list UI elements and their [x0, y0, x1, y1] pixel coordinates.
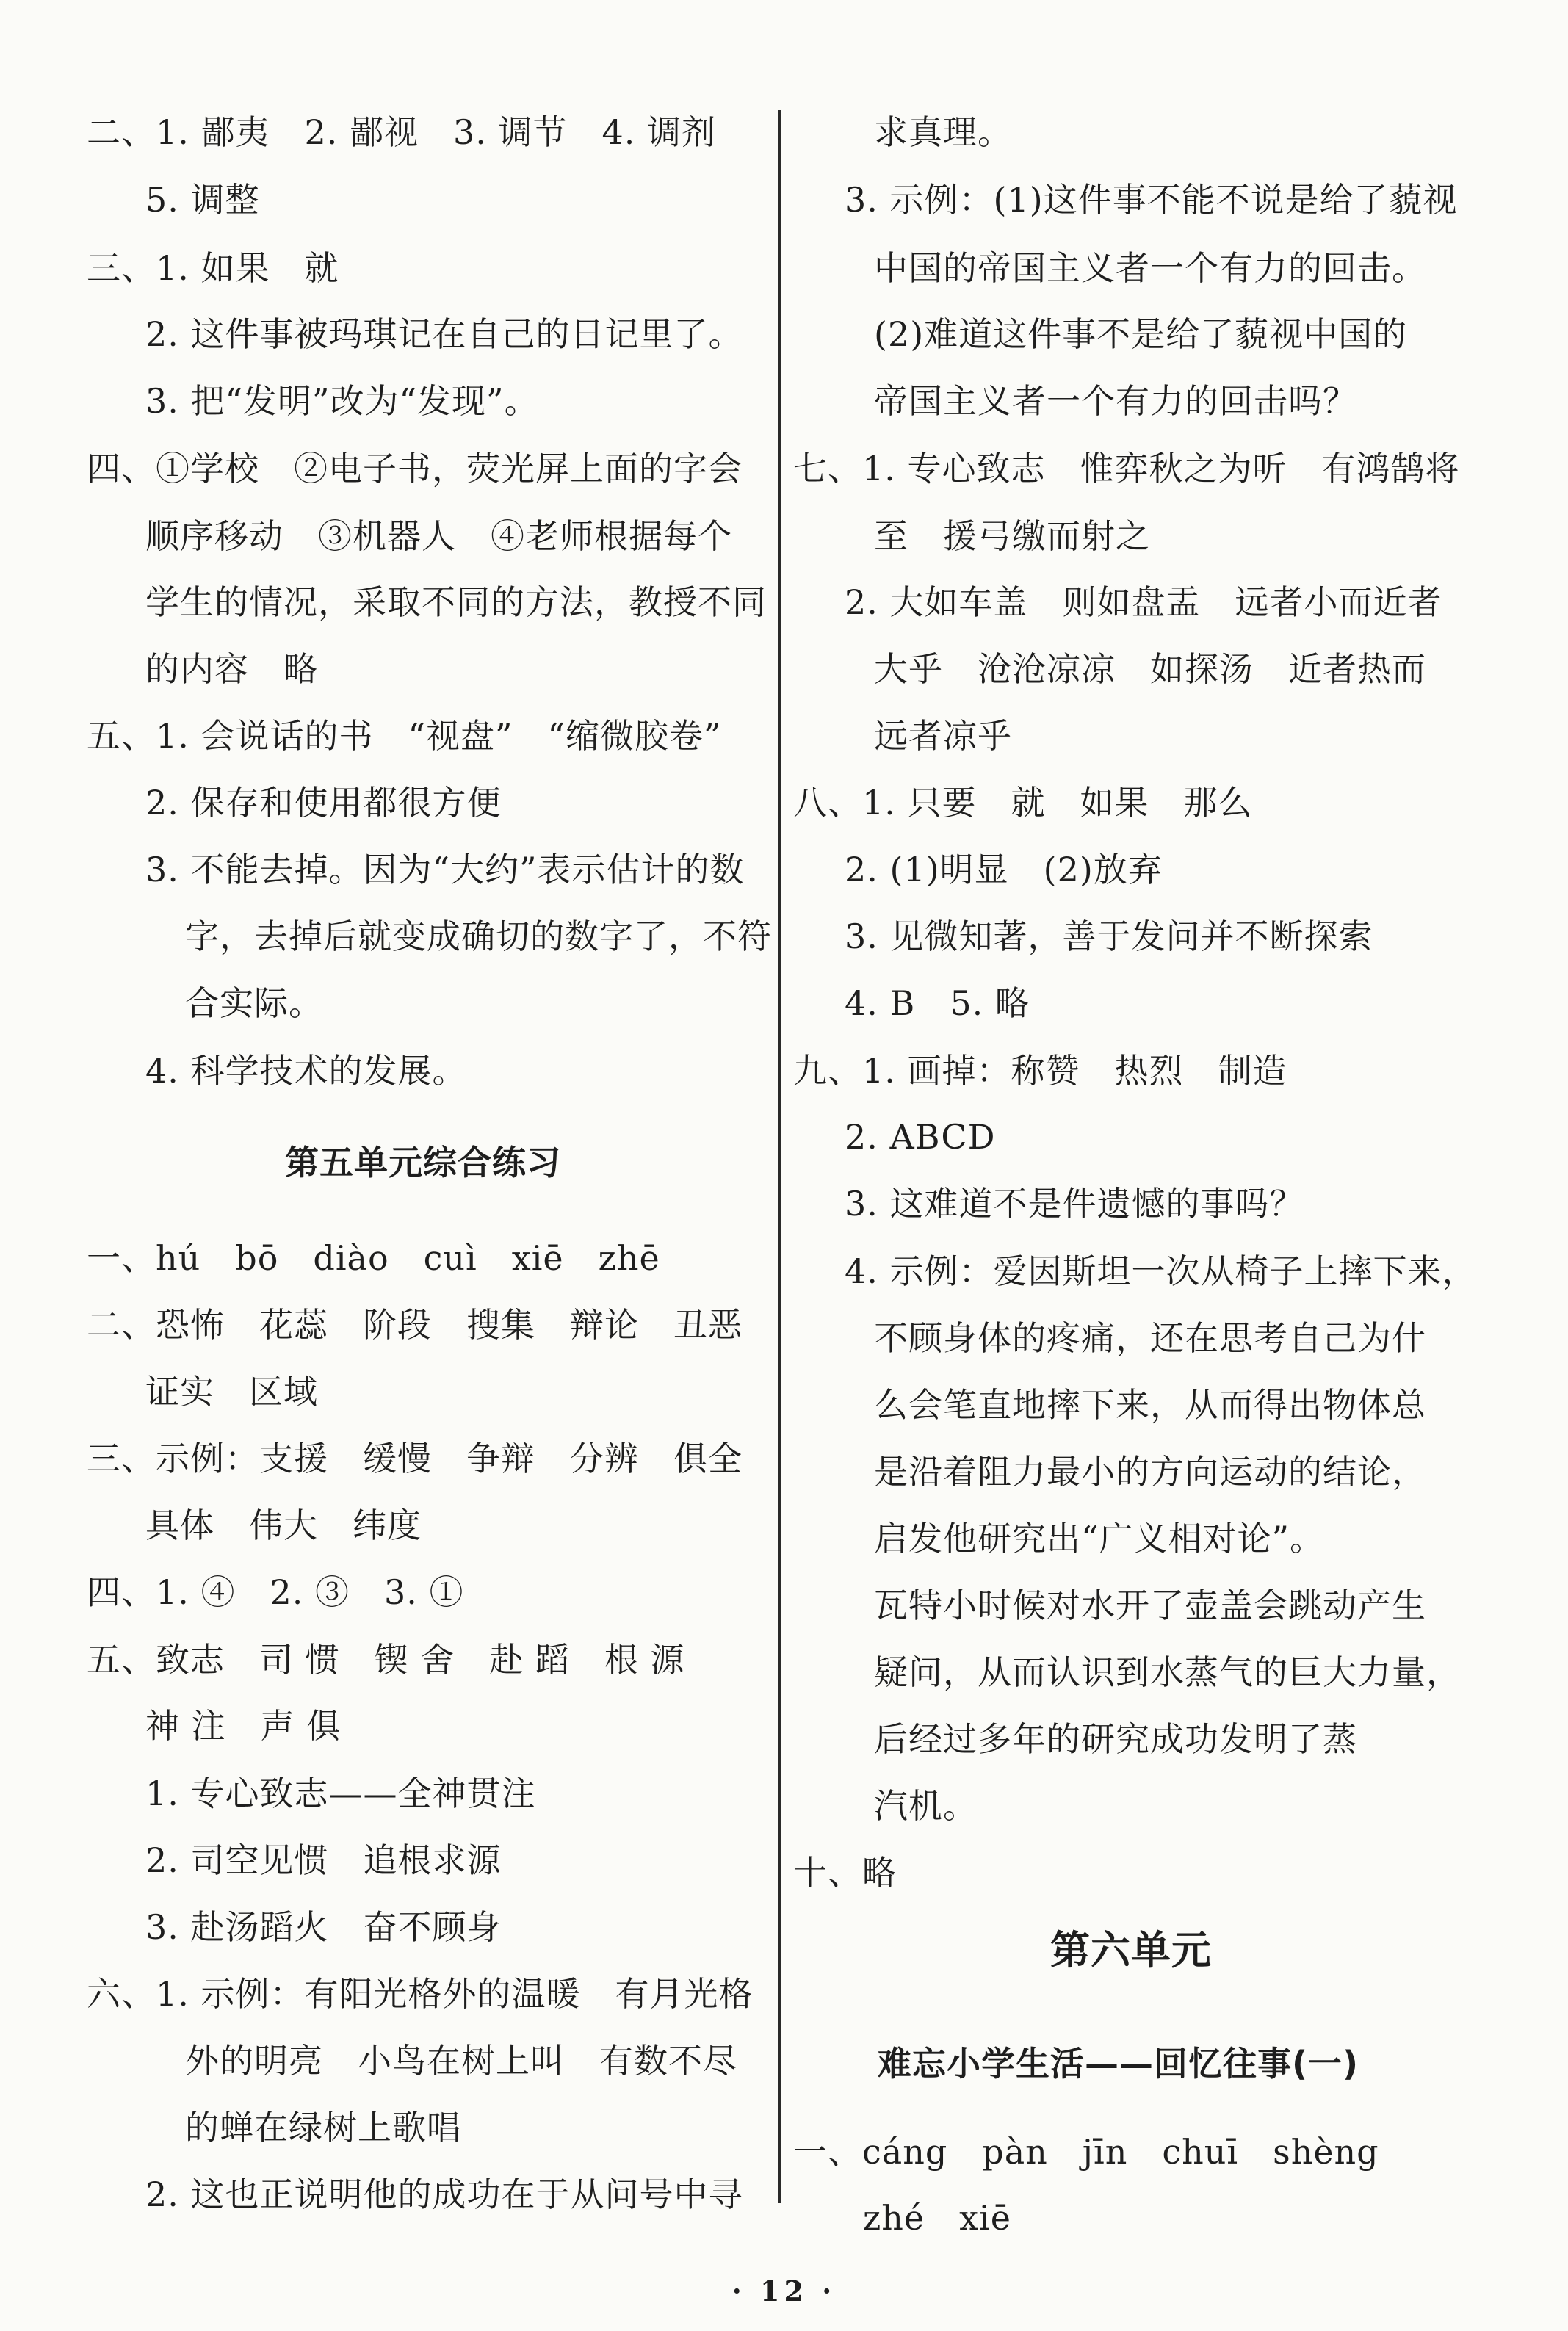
- answer-line: 外的明亮 小鸟在树上叫 有数不尽: [185, 2041, 737, 2081]
- answer-line: 学生的情况，采取不同的方法，教授不同: [145, 582, 767, 622]
- answer-line: 二、恐怖 花蕊 阶段 搜集 辩论 丑恶: [87, 1305, 743, 1345]
- answer-line: 远者凉乎: [874, 716, 1012, 756]
- answer-line: 四、①学校 ②电子书，荧光屏上面的字会: [87, 449, 743, 488]
- answer-line: 三、示例：支援 缓慢 争辩 分辨 俱全: [87, 1439, 743, 1478]
- answer-line: 2. 司空见惯 追根求源: [145, 1840, 502, 1880]
- answer-line: 不顾身体的疼痛，还在思考自己为什: [874, 1318, 1426, 1358]
- answer-line: 3. 把“发明”改为“发现”。: [145, 381, 539, 421]
- answer-line: 具体 伟大 纬度: [145, 1506, 422, 1545]
- answer-line: 3. 见微知著，善于发问并不断探索: [845, 917, 1373, 956]
- answer-line: 大乎 沧沧凉凉 如探汤 近者热而: [874, 649, 1426, 689]
- answer-line: 2. ABCD: [845, 1117, 996, 1157]
- answer-line: 证实 区域: [145, 1372, 318, 1412]
- answer-line: 中国的帝国主义者一个有力的回击。: [874, 248, 1426, 288]
- answer-line: 九、1. 画掉：称赞 热烈 制造: [793, 1051, 1287, 1091]
- answer-line: 瓦特小时候对水开了壶盖会跳动产生: [874, 1586, 1426, 1625]
- answer-line: 五、致志 司 惯 锲 舍 赴 蹈 根 源: [87, 1640, 685, 1680]
- answer-line: 是沿着阻力最小的方向运动的结论，: [874, 1452, 1426, 1492]
- answer-line: 求真理。: [874, 112, 1012, 152]
- answer-line: 3. 不能去掉。因为“大约”表示估计的数: [145, 850, 745, 889]
- answer-line: 2. (1)明显 (2)放弃: [845, 850, 1163, 889]
- answer-line: 至 援弓缴而射之: [874, 516, 1150, 556]
- answer-line: 一、hú bō diào cuì xiē zhē: [87, 1238, 660, 1278]
- answer-line: 2. 这也正说明他的成功在于从问号中寻: [145, 2175, 743, 2214]
- answer-line: 的内容 略: [145, 649, 318, 689]
- answer-line: 疑问，从而认识到水蒸气的巨大力量，: [874, 1652, 1461, 1692]
- section-heading: 难忘小学生活——回忆往事(一): [878, 2044, 1359, 2084]
- section-heading: 第五单元综合练习: [285, 1143, 561, 1182]
- answer-line: 神 注 声 俱: [145, 1706, 342, 1746]
- answer-line: 2. 这件事被玛琪记在自己的日记里了。: [145, 314, 743, 354]
- answer-line: 八、1. 只要 就 如果 那么: [793, 783, 1253, 823]
- answer-line: zhé xiē: [863, 2198, 1011, 2238]
- answer-line: 汽机。: [874, 1786, 978, 1826]
- unit-heading: 第六单元: [1050, 1927, 1212, 1973]
- column-divider: [778, 110, 781, 2203]
- answer-line: 六、1. 示例：有阳光格外的温暖 有月光格: [87, 1974, 754, 2014]
- answer-line: 5. 调整: [145, 180, 260, 220]
- answer-line: 十、略: [793, 1853, 897, 1893]
- answer-line: 4. B 5. 略: [845, 983, 1030, 1023]
- answer-line: 二、1. 鄙夷 2. 鄙视 3. 调节 4. 调剂: [87, 112, 717, 152]
- answer-line: 4. 示例：爱因斯坦一次从椅子上摔下来，: [845, 1251, 1477, 1291]
- answer-line: 3. 这难道不是件遗憾的事吗？: [845, 1184, 1304, 1224]
- answer-line: 4. 科学技术的发展。: [145, 1051, 467, 1091]
- answer-line: 字，去掉后就变成确切的数字了，不符: [185, 917, 772, 956]
- answer-line: 3. 赴汤蹈火 奋不顾身: [145, 1907, 502, 1947]
- answer-line: (2)难道这件事不是给了藐视中国的: [874, 314, 1408, 354]
- answer-line: 合实际。: [185, 983, 323, 1023]
- answer-line: 2. 保存和使用都很方便: [145, 783, 502, 823]
- answer-line: 顺序移动 ③机器人 ④老师根据每个: [145, 516, 732, 556]
- answer-line: 3. 示例：(1)这件事不能不说是给了藐视: [845, 180, 1458, 220]
- answer-line: 的蝉在绿树上歌唱: [185, 2108, 461, 2147]
- answer-line: 1. 专心致志——全神贯注: [145, 1774, 536, 1813]
- answer-line: 五、1. 会说话的书 “视盘” “缩微胶卷”: [87, 716, 722, 756]
- answer-line: 2. 大如车盖 则如盘盂 远者小而近者: [845, 582, 1442, 622]
- answer-line: 启发他研究出“广义相对论”。: [874, 1519, 1325, 1558]
- answer-line: 七、1. 专心致志 惟弈秋之为听 有鸿鹄将: [793, 449, 1460, 488]
- answer-line: 四、1. ④ 2. ③ 3. ①: [87, 1572, 464, 1612]
- page-number: · 12 ·: [731, 2274, 837, 2307]
- answer-line: 么会笔直地摔下来，从而得出物体总: [874, 1385, 1426, 1425]
- answer-line: 一、cáng pàn jīn chuī shèng: [793, 2132, 1379, 2172]
- answer-line: 后经过多年的研究成功发明了蒸: [874, 1719, 1357, 1759]
- answer-line: 帝国主义者一个有力的回击吗？: [874, 381, 1357, 421]
- answer-line: 三、1. 如果 就: [87, 248, 339, 288]
